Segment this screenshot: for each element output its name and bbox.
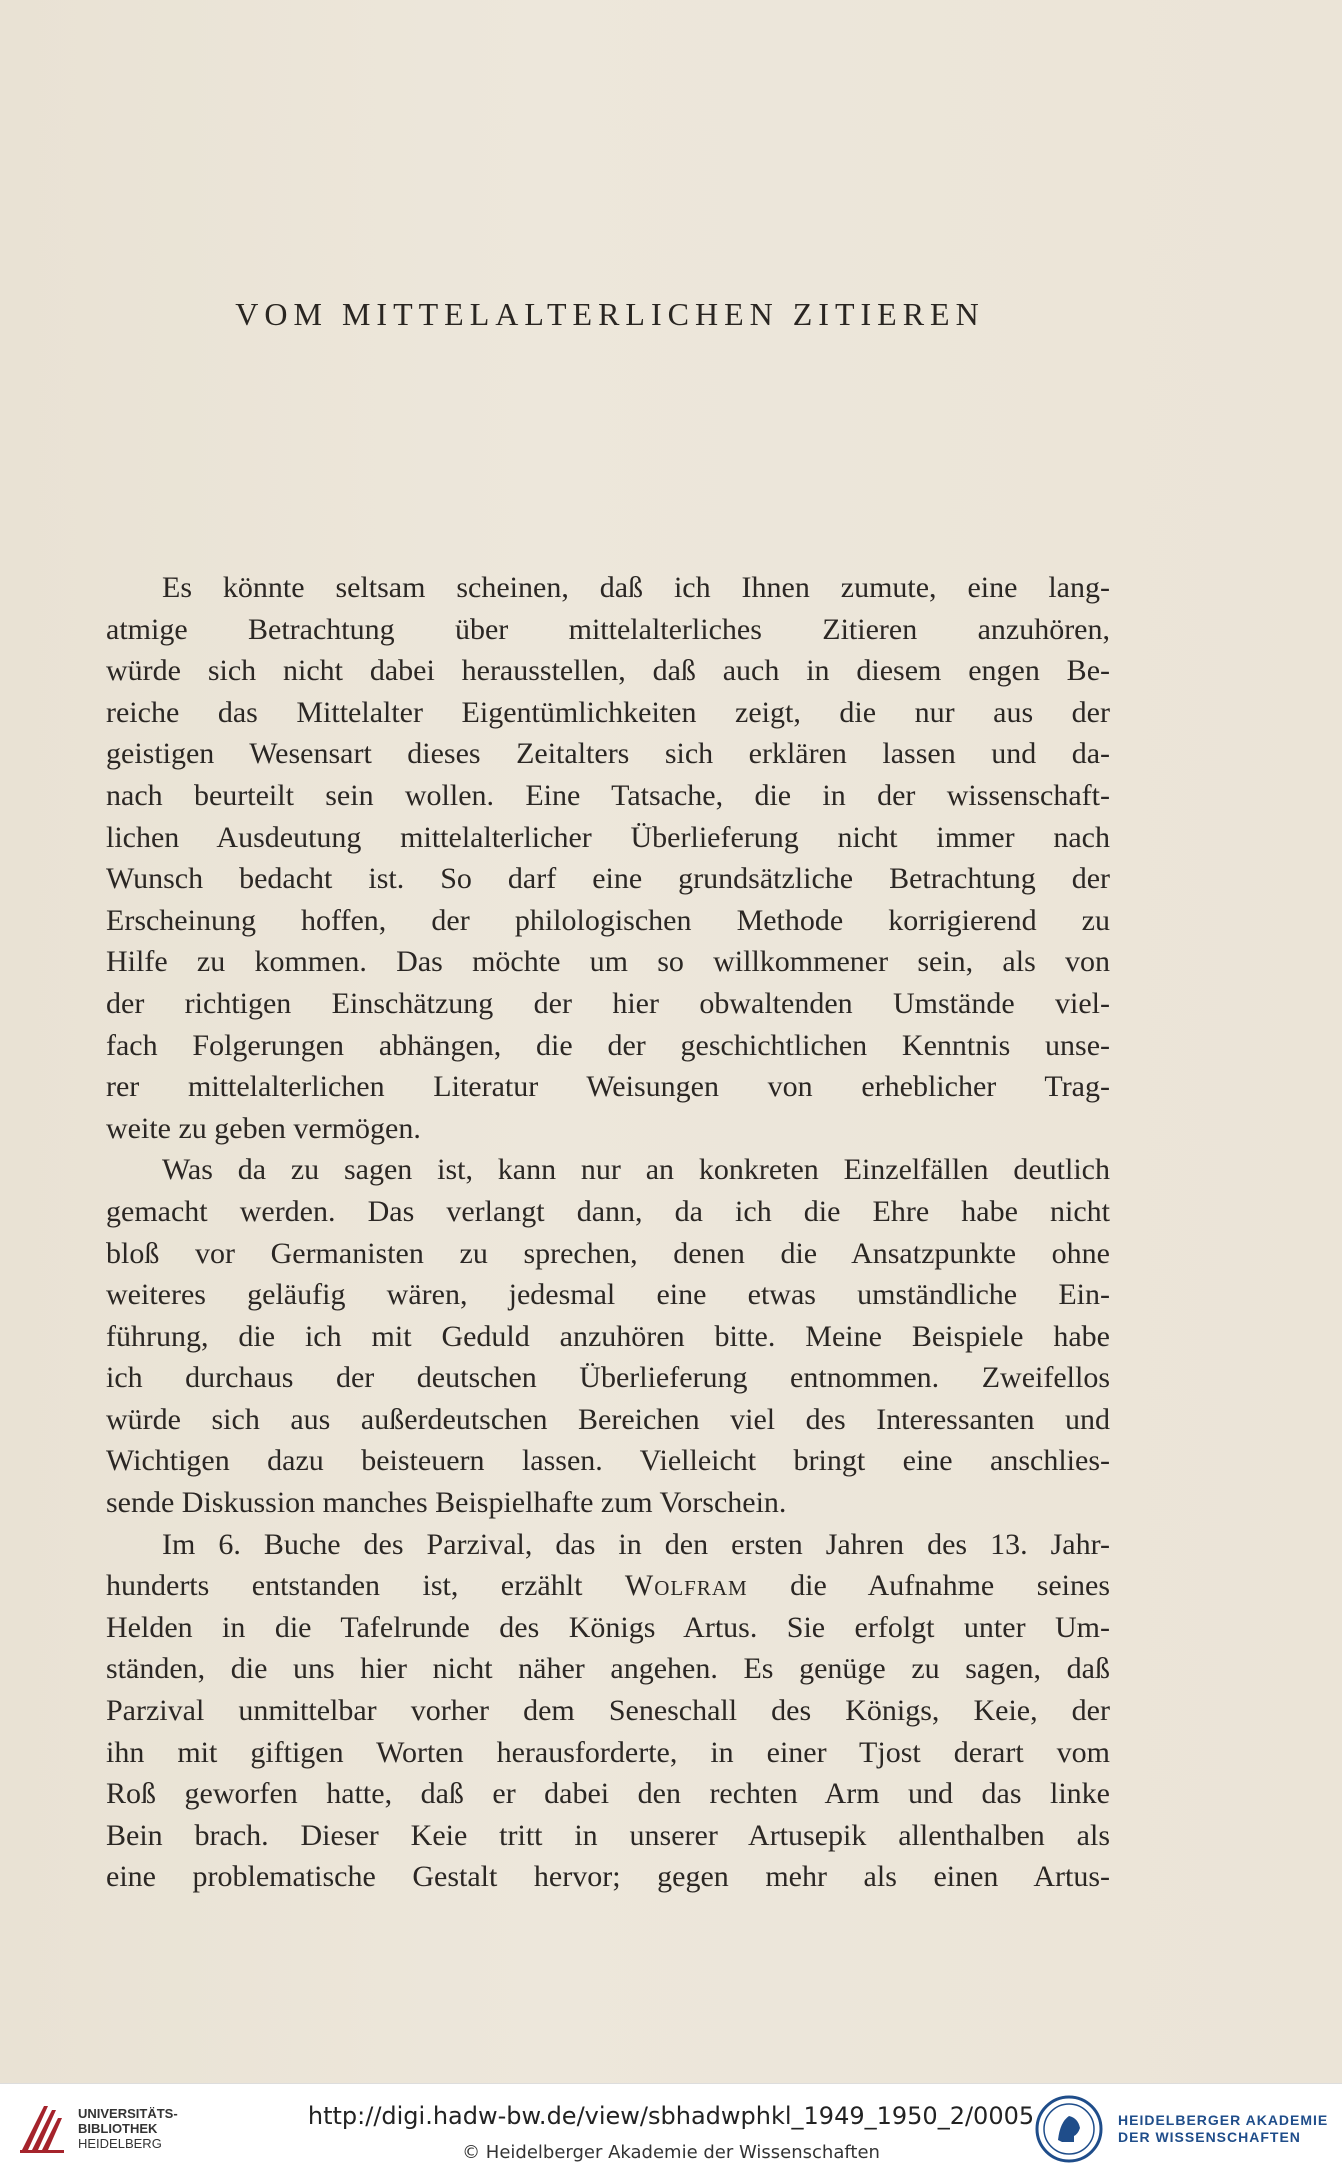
text-line: gemacht werden. Das verlangt dann, da ich die Ehre habe nicht	[106, 1194, 1110, 1228]
text-line: Wichtigen dazu beisteuern lassen. Vielleicht bringt eine anschlies-	[106, 1444, 1110, 1478]
text-line: Wunsch bedacht ist. So darf eine grundsätzliche Betrachtung der	[106, 862, 1110, 896]
text-line: Im 6. Buche des Parzival, das in den ersten Jahren des 13. Jahr-	[162, 1527, 1110, 1561]
line-segment: hunderts entstanden ist, erzählt	[106, 1569, 583, 1603]
academy-name-line: HEIDELBERGER AKADEMIE	[1118, 2112, 1329, 2128]
text-line: ich durchaus der deutschen Überlieferung entnommen. Zweifellos	[106, 1361, 1110, 1395]
text-line: sende Diskussion manches Beispielhafte zum Vorschein.	[106, 1486, 787, 1520]
library-name-line: HEIDELBERG	[78, 2136, 162, 2151]
text-line: Parzival unmittelbar vorher dem Seneschall des Königs, Keie, der	[106, 1694, 1110, 1728]
text-line	[106, 1565, 1110, 1607]
text-line: Erscheinung hoffen, der philologischen Methode korrigierend zu	[106, 903, 1110, 937]
copyright-notice: © Heidelberger Akademie der Wissenschaften	[462, 2142, 880, 2163]
library-name-line: BIBLIOTHEK	[78, 2121, 158, 2136]
text-line: atmige Betrachtung über mittelalterliches Zitieren anzuhören,	[106, 612, 1110, 646]
text-line: weite zu geben vermögen.	[106, 1111, 421, 1145]
text-line: führung, die ich mit Geduld anzuhören bitte. Meine Beispiele habe	[106, 1319, 1110, 1353]
text-line: eine problematische Gestalt hervor; gegen mehr als einen Artus-	[106, 1860, 1110, 1894]
author-name: Wolfram	[624, 1569, 748, 1603]
paragraph-3	[106, 1524, 1110, 1898]
text-line: reiche das Mittelalter Eigentümlichkeiten zeigt, die nur aus der	[106, 695, 1110, 729]
text-line: der richtigen Einschätzung der hier obwaltenden Umstände viel-	[106, 986, 1110, 1020]
text-line: fach Folgerungen abhängen, die der geschichtlichen Kenntnis unse-	[106, 1028, 1110, 1062]
text-line: bloß vor Germanisten zu sprechen, denen die Ansatzpunkte ohne	[106, 1236, 1110, 1270]
text-line: Es könnte seltsam scheinen, daß ich Ihnen zumute, eine lang-	[162, 571, 1110, 604]
text-line: würde sich nicht dabei herausstellen, daß auch in diesem engen Be-	[106, 654, 1110, 688]
text-line: rer mittelalterlichen Literatur Weisungen von erheblicher Trag-	[106, 1070, 1110, 1104]
text-line: weiteres geläufig wären, jedesmal eine etwas umständliche Ein-	[106, 1278, 1110, 1312]
chapter-title: VOM MITTELALTERLICHEN ZITIEREN	[235, 296, 985, 332]
viewer-footer	[0, 2083, 1342, 2176]
text-line: geistigen Wesensart dieses Zeitalters sich erklären lassen und da-	[106, 737, 1110, 771]
text-line: ständen, die uns hier nicht näher angehen. Es genüge zu sagen, daß	[106, 1652, 1110, 1686]
academy-name-line: DER WISSENSCHAFTEN	[1118, 2129, 1301, 2145]
paragraph-1	[106, 567, 1110, 1149]
library-name-line: UNIVERSITÄTS-	[78, 2106, 178, 2121]
text-line: nach beurteilt sein wollen. Eine Tatsache, die in der wissenschaft-	[106, 778, 1110, 812]
academy-seal-icon	[1034, 2094, 1104, 2164]
text-line: Hilfe zu kommen. Das möchte um so willkommener sein, als von	[106, 945, 1110, 979]
text-line: lichen Ausdeutung mittelalterlicher Überlieferung nicht immer nach	[106, 820, 1110, 854]
line-segment: die Aufnahme seines	[790, 1569, 1111, 1603]
text-line: Roß geworfen hatte, daß er dabei den rechten Arm und das linke	[106, 1777, 1110, 1811]
academy-name	[1118, 2112, 1328, 2146]
text-line: Bein brach. Dieser Keie tritt in unserer Artusepik allenthalben als	[106, 1818, 1110, 1852]
text-line: würde sich aus außerdeutschen Bereichen viel des Interessanten und	[106, 1402, 1110, 1436]
paragraph-2	[106, 1149, 1110, 1523]
text-line: Helden in die Tafelrunde des Königs Artus. Sie erfolgt unter Um-	[106, 1610, 1110, 1644]
text-line: ihn mit giftigen Worten herausforderte, in einer Tjost derart vom	[106, 1735, 1110, 1769]
body-text	[106, 567, 1110, 1898]
permalink-url[interactable]: http://digi.hadw-bw.de/view/sbhadwphkl_1949_1950_2/0005	[307, 2102, 1035, 2130]
text-line: Was da zu sagen ist, kann nur an konkreten Einzelfällen deutlich	[162, 1153, 1110, 1187]
